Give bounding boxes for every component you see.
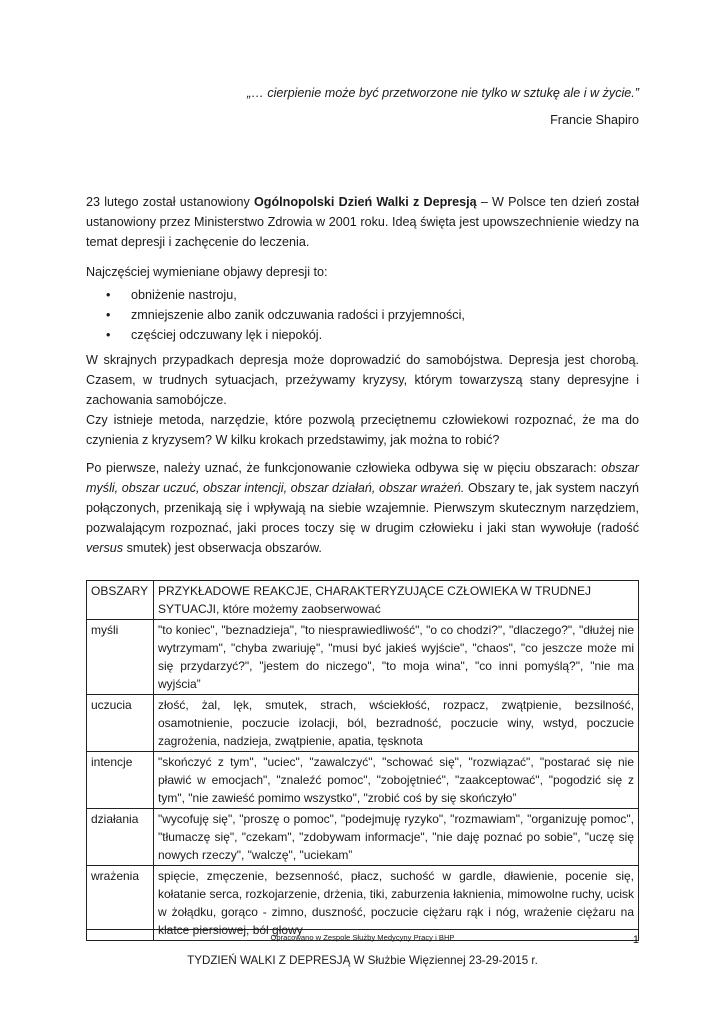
- list-item-text: zmniejszenie albo zanik odczuwania radości i przyjemności,: [131, 308, 465, 322]
- area-cell: myśli: [87, 620, 154, 695]
- reactions-cell: "skończyć z tym", "uciec", "zawalczyć", "schować się", "rozwiązać", "postarać się nie pławić w emocjach", "znaleźć pomoc", "zobojętnieć", "zaakceptować", "pogodzić się z tym", "nie zawieść pomimo wszystko", "zrobić coś by się skończyło”: [154, 752, 639, 809]
- areas-paragraph: [86, 458, 639, 558]
- reactions-cell: "wycofuję się", "proszę o pomoc", "podejmuję ryzyko", "rozmawiam", "organizuję pomoc", "tłumaczę się", "czekam", "zdobywam informacje", "nie daję poznać po sobie", "uczę się nowych rzeczy", "walczę", "uciekam”: [154, 809, 639, 866]
- areas-text-2: Obszary te, jak system naczyń połączonych, przenikają się i wpływają na siebie wzajemnie. Pierwszym skutecznym narzędziem, pozwalającym rozpoznać, jaki proces toczy się w drugim człowieku i jaki stan wywołuje (radość: [86, 481, 639, 535]
- list-item: [86, 305, 639, 325]
- area-cell: działania: [87, 809, 154, 866]
- areas-table: [86, 580, 639, 941]
- list-item: [86, 325, 639, 345]
- area-cell: wrażenia: [87, 866, 154, 941]
- bullet-icon: •: [106, 288, 111, 302]
- footer-title: TYDZIEŃ WALKI Z DEPRESJĄ W Służbie Więziennej 23-29-2015 r.: [187, 954, 538, 967]
- list-item-text: obniżenie nastroju,: [131, 288, 237, 302]
- intro-text-end: – W Polsce ten dzień został ustanowiony przez Ministerstwo Zdrowia w 2001 roku. Ideą święta jest upowszechnienie wiedzy na temat depresji i zachęcenie do leczenia.: [86, 195, 639, 249]
- question-paragraph: Czy istnieje metoda, narzędzie, które pozwolą przeciętnemu człowiekowi rozpoznać, że ma do czynienia z kryzysem? W kilku krokach przedstawimy, jak można to robić?: [86, 413, 639, 447]
- areas-text-1: Po pierwsze, należy uznać, że funkcjonowanie człowieka odbywa się w pięciu obszarach:: [86, 461, 602, 475]
- reactions-cell: spięcie, zmęczenie, bezsenność, płacz, suchość w gardle, dławienie, pocenie się, kołatanie serca, rozkojarzenie, drżenia, tiki, zaburzenia łaknienia, mimowolne ruchy, ucisk w żołądku, gorąco - zimno, duszność, poczucie ciężaru rąk i nóg, wrażenie ciężaru na klatce piersiowej, ból głowy: [154, 866, 639, 941]
- table-row: [87, 752, 639, 809]
- area-cell: intencje: [87, 752, 154, 809]
- area-cell: uczucia: [87, 695, 154, 752]
- list-item-text: częściej odczuwany lęk i niepokój.: [131, 328, 323, 342]
- symptoms-list: [86, 285, 639, 345]
- intro-paragraph: [86, 192, 639, 252]
- header-areas: OBSZARY: [87, 581, 154, 620]
- header-reactions: PRZYKŁADOWE REAKCJE, CHARAKTERYZUJĄCE CZŁOWIEKA W TRUDNEJ SYTUACJI, które możemy zaobserwować: [154, 581, 639, 620]
- list-item: [86, 285, 639, 305]
- reactions-cell: "to koniec", "beznadzieja", "to niesprawiedliwość", "o co chodzi?", "dlaczego?", "dłużej nie wytrzymam", "chyba zwariuję", "musi być jakieś wyjście", "chaos", "co jeszcze może mi się przydarzyć?", "jestem do niczego", "to moja wina", "co inni pomyślą?", "nie ma wyjścia”: [154, 620, 639, 695]
- suicide-risk-paragraph: W skrajnych przypadkach depresja może doprowadzić do samobójstwa. Depresja jest chorobą. Czasem, w trudnych sytuacjach, przeżywamy kryzysy, którym towarzyszą stany depresyjne i zachowania samobójcze.: [86, 353, 639, 407]
- table-row: [87, 620, 639, 695]
- areas-text-3: smutek) jest obserwacja obszarów.: [123, 541, 322, 555]
- table-row: [87, 809, 639, 866]
- footer-divider: [86, 929, 639, 930]
- areas-list-italic: obszar myśli, obszar uczuć, obszar intencji, obszar działań, obszar wrażeń.: [86, 461, 639, 495]
- table-row: [87, 695, 639, 752]
- reactions-cell: złość, żal, lęk, smutek, strach, wściekłość, rozpacz, zwątpienie, bezsilność, osamotnienie, poczucie izolacji, ból, bezradność, poczucie winy, wstyd, poczucie zagrożenia, nadzieja, zwątpienie, apatia, tęsknota: [154, 695, 639, 752]
- table-header-row: [87, 581, 639, 620]
- footer-note: Opracowano w Zespole Służby Medycyny Pracy i BHP: [270, 933, 455, 942]
- epigraph-quote: „… cierpienie może być przetworzone nie tylko w sztukę ale i w życie.”: [247, 86, 639, 100]
- bullet-icon: •: [106, 308, 111, 322]
- versus-italic: versus: [86, 541, 124, 555]
- symptoms-heading: Najczęściej wymieniane objawy depresji to:: [86, 265, 328, 279]
- page-number: 1: [632, 934, 639, 946]
- intro-text-start: 23 lutego został ustanowiony: [86, 195, 254, 209]
- bullet-icon: •: [106, 328, 111, 342]
- intro-day-name: Ogólnopolski Dzień Walki z Depresją: [253, 195, 477, 209]
- epigraph-author: Francie Shapiro: [550, 113, 639, 127]
